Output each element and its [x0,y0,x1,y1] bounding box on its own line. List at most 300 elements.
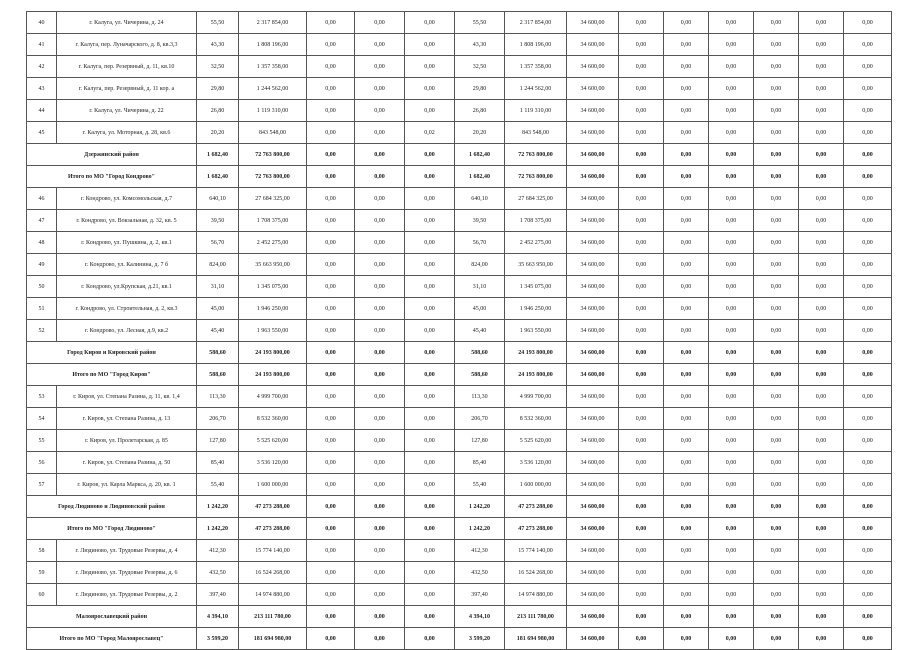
value-cell: 0,00 [405,452,455,474]
value-cell: 0,00 [619,342,664,364]
value-cell: 0,00 [664,452,709,474]
value-cell: 0,00 [844,298,892,320]
value-cell: 0,00 [799,144,844,166]
value-cell: 26,80 [197,100,239,122]
value-cell: 34 600,00 [567,144,619,166]
value-cell: 47 273 288,00 [505,496,567,518]
value-cell: 0,00 [799,254,844,276]
value-cell: 0,00 [355,474,405,496]
value-cell: 0,00 [307,210,355,232]
value-cell: 0,00 [799,430,844,452]
value-cell: 0,00 [619,34,664,56]
value-cell: 1 600 000,00 [505,474,567,496]
value-cell: 0,00 [844,540,892,562]
value-cell: 0,00 [307,474,355,496]
value-cell: 0,00 [405,540,455,562]
value-cell: 412,30 [455,540,505,562]
value-cell: 4 999 700,00 [505,386,567,408]
value-cell: 0,00 [754,584,799,606]
value-cell: 0,00 [664,34,709,56]
value-cell: 0,00 [664,386,709,408]
value-cell: 0,00 [355,562,405,584]
value-cell: 0,00 [664,276,709,298]
value-cell: 0,00 [355,34,405,56]
value-cell: 34 600,00 [567,386,619,408]
value-cell: 0,00 [619,584,664,606]
value-cell: 0,00 [844,122,892,144]
value-cell: 588,60 [197,342,239,364]
value-cell: 0,00 [664,562,709,584]
value-cell: 0,00 [355,386,405,408]
value-cell: 20,20 [455,122,505,144]
value-cell: 0,00 [355,408,405,430]
value-cell: 1 119 310,00 [505,100,567,122]
value-cell: 0,00 [709,628,754,650]
value-cell: 0,00 [405,518,455,540]
summary-row [27,166,892,188]
table-row [27,474,892,496]
value-cell: 0,00 [664,430,709,452]
value-cell: 72 763 800,00 [239,166,307,188]
value-cell: 0,00 [799,276,844,298]
value-cell: 127,80 [197,430,239,452]
value-cell: 34 600,00 [567,166,619,188]
value-cell: 34 600,00 [567,562,619,584]
value-cell: 0,00 [307,518,355,540]
value-cell: 34 600,00 [567,100,619,122]
value-cell: 1 244 562,00 [239,78,307,100]
value-cell: 0,00 [307,562,355,584]
row-number: 58 [27,540,57,562]
value-cell: 24 193 800,00 [239,364,307,386]
value-cell: 0,00 [307,254,355,276]
summary-label: Малоярославецкий район [27,606,197,628]
summary-row [27,518,892,540]
value-cell: 45,00 [197,298,239,320]
row-number: 50 [27,276,57,298]
value-cell: 0,00 [405,628,455,650]
value-cell: 3 536 120,00 [505,452,567,474]
value-cell: 0,00 [664,232,709,254]
value-cell: 0,00 [619,540,664,562]
value-cell: 181 694 980,00 [505,628,567,650]
value-cell: 0,00 [664,144,709,166]
row-number: 46 [27,188,57,210]
value-cell: 1 119 310,00 [239,100,307,122]
value-cell: 2 317 854,00 [239,12,307,34]
value-cell: 0,00 [754,342,799,364]
address-cell: г. Кондрово, ул. Вокзальная, д. 32, кв. 5 [57,210,197,232]
value-cell: 0,00 [664,320,709,342]
value-cell: 213 111 780,00 [505,606,567,628]
value-cell: 20,20 [197,122,239,144]
value-cell: 0,00 [307,56,355,78]
summary-row [27,606,892,628]
address-cell: г. Калуга, ул. Чичерина, д. 22 [57,100,197,122]
address-cell: г. Кондрово, ул. Лесная, д.9, кв.2 [57,320,197,342]
value-cell: 0,00 [307,606,355,628]
value-cell: 0,00 [709,342,754,364]
value-cell: 0,00 [754,210,799,232]
value-cell: 1 242,20 [455,518,505,540]
address-cell: г. Людиново, ул. Трудовые Резервы, д. 2 [57,584,197,606]
address-cell: г. Кондрово, ул. Калинина, д. 7 б [57,254,197,276]
value-cell: 0,00 [799,56,844,78]
value-cell: 0,00 [619,628,664,650]
value-cell: 1 600 000,00 [239,474,307,496]
value-cell: 0,00 [619,232,664,254]
value-cell: 0,00 [754,386,799,408]
value-cell: 0,00 [405,474,455,496]
value-cell: 1 242,20 [197,518,239,540]
row-number: 54 [27,408,57,430]
value-cell: 0,00 [405,320,455,342]
value-cell: 0,00 [754,408,799,430]
value-cell: 34 600,00 [567,78,619,100]
value-cell: 0,00 [307,276,355,298]
value-cell: 0,00 [799,34,844,56]
value-cell: 0,00 [844,12,892,34]
value-cell: 0,00 [709,254,754,276]
table-row [27,122,892,144]
value-cell: 0,00 [619,144,664,166]
address-cell: г. Калуга, пер. Резервный, д. 11, кв.10 [57,56,197,78]
value-cell: 0,00 [709,364,754,386]
address-cell: г. Калуга, ул. Чичерина, д. 24 [57,12,197,34]
value-cell: 0,00 [664,474,709,496]
value-cell: 0,00 [844,276,892,298]
value-cell: 1 682,40 [197,166,239,188]
value-cell: 1 708 375,00 [239,210,307,232]
value-cell: 0,00 [405,166,455,188]
table-row [27,210,892,232]
row-number: 44 [27,100,57,122]
value-cell: 0,00 [799,12,844,34]
address-cell: г. Кондрово, ул. Строительная, д. 2, кв.3 [57,298,197,320]
row-number: 53 [27,386,57,408]
value-cell: 0,00 [355,518,405,540]
value-cell: 1 242,20 [455,496,505,518]
value-cell: 0,00 [355,298,405,320]
value-cell: 0,00 [709,100,754,122]
value-cell: 56,70 [455,232,505,254]
value-cell: 72 763 800,00 [239,144,307,166]
value-cell: 0,00 [844,584,892,606]
value-cell: 0,00 [754,562,799,584]
value-cell: 0,00 [844,386,892,408]
value-cell: 213 111 780,00 [239,606,307,628]
value-cell: 0,00 [709,408,754,430]
value-cell: 0,00 [709,210,754,232]
value-cell: 0,00 [709,606,754,628]
value-cell: 0,00 [405,584,455,606]
table-row [27,232,892,254]
value-cell: 0,00 [355,540,405,562]
summary-row [27,342,892,364]
address-cell: г. Киров, ул. Степана Разина, д. 11, кв. 1,4 [57,386,197,408]
value-cell: 412,30 [197,540,239,562]
value-cell: 0,00 [619,408,664,430]
row-number: 47 [27,210,57,232]
value-cell: 0,00 [619,122,664,144]
value-cell: 0,00 [709,474,754,496]
value-cell: 0,00 [355,122,405,144]
row-number: 42 [27,56,57,78]
value-cell: 181 694 980,00 [239,628,307,650]
value-cell: 0,00 [307,298,355,320]
value-cell: 0,00 [619,210,664,232]
value-cell: 0,00 [709,430,754,452]
value-cell: 0,00 [619,166,664,188]
value-cell: 34 600,00 [567,188,619,210]
value-cell: 34 600,00 [567,320,619,342]
value-cell: 29,80 [455,78,505,100]
value-cell: 0,00 [754,254,799,276]
address-cell: г. Калуга, пер. Луначарского, д. 8, кв.3,3 [57,34,197,56]
value-cell: 1 242,20 [197,496,239,518]
value-cell: 34 600,00 [567,474,619,496]
value-cell: 47 273 288,00 [239,518,307,540]
value-cell: 0,00 [799,188,844,210]
value-cell: 35 663 950,00 [505,254,567,276]
value-cell: 16 524 268,00 [505,562,567,584]
value-cell: 0,00 [844,408,892,430]
value-cell: 0,00 [664,210,709,232]
value-cell: 0,00 [844,606,892,628]
value-cell: 588,60 [197,364,239,386]
value-cell: 0,00 [619,12,664,34]
value-cell: 0,00 [709,276,754,298]
value-cell: 0,00 [844,320,892,342]
value-cell: 2 452 275,00 [239,232,307,254]
value-cell: 0,00 [405,276,455,298]
value-cell: 0,00 [355,100,405,122]
value-cell: 0,00 [619,364,664,386]
value-cell: 14 974 880,00 [239,584,307,606]
value-cell: 0,00 [355,56,405,78]
value-cell: 0,00 [405,210,455,232]
value-cell: 5 525 620,00 [505,430,567,452]
value-cell: 0,00 [619,386,664,408]
value-cell: 1 963 550,00 [239,320,307,342]
value-cell: 34 600,00 [567,34,619,56]
value-cell: 34 600,00 [567,232,619,254]
value-cell: 31,10 [197,276,239,298]
address-cell: г. Людиново, ул. Трудовые Резервы, д. 6 [57,562,197,584]
value-cell: 113,30 [197,386,239,408]
value-cell: 3 599,20 [197,628,239,650]
value-cell: 0,00 [754,364,799,386]
table-row [27,78,892,100]
value-cell: 0,00 [405,232,455,254]
value-cell: 0,00 [664,78,709,100]
value-cell: 45,40 [455,320,505,342]
value-cell: 843 548,00 [239,122,307,144]
table-row [27,408,892,430]
value-cell: 0,00 [664,12,709,34]
value-cell: 0,00 [307,12,355,34]
value-cell: 0,00 [355,232,405,254]
value-cell: 0,00 [664,342,709,364]
value-cell: 1 357 358,00 [505,56,567,78]
value-cell: 0,00 [709,56,754,78]
value-cell: 0,00 [754,518,799,540]
value-cell: 0,00 [307,166,355,188]
value-cell: 0,00 [709,12,754,34]
value-cell: 206,70 [197,408,239,430]
value-cell: 0,00 [355,254,405,276]
value-cell: 0,00 [754,166,799,188]
value-cell: 14 974 880,00 [505,584,567,606]
value-cell: 0,00 [405,606,455,628]
value-cell: 0,00 [355,12,405,34]
value-cell: 843 548,00 [505,122,567,144]
value-cell: 34 600,00 [567,210,619,232]
summary-label: Итого по МО "Город Кондрово" [27,166,197,188]
row-number: 56 [27,452,57,474]
value-cell: 0,00 [709,584,754,606]
value-cell: 0,00 [799,232,844,254]
value-cell: 32,50 [197,56,239,78]
value-cell: 0,00 [799,562,844,584]
row-number: 57 [27,474,57,496]
value-cell: 2 317 854,00 [505,12,567,34]
value-cell: 1 946 250,00 [239,298,307,320]
value-cell: 0,00 [799,518,844,540]
value-cell: 0,00 [844,342,892,364]
value-cell: 55,40 [197,474,239,496]
table-row [27,540,892,562]
value-cell: 0,00 [307,122,355,144]
value-cell: 0,00 [799,100,844,122]
value-cell: 0,00 [307,386,355,408]
value-cell: 0,00 [664,408,709,430]
value-cell: 0,00 [799,78,844,100]
value-cell: 1 682,40 [455,144,505,166]
value-cell: 4 394,10 [197,606,239,628]
value-cell: 0,00 [355,628,405,650]
value-cell: 588,60 [455,342,505,364]
value-cell: 0,00 [405,34,455,56]
value-cell: 0,00 [799,122,844,144]
summary-row [27,364,892,386]
value-cell: 0,00 [754,56,799,78]
value-cell: 0,00 [664,122,709,144]
value-cell: 0,00 [307,408,355,430]
value-cell: 640,10 [197,188,239,210]
value-cell: 0,00 [844,518,892,540]
value-cell: 0,00 [307,540,355,562]
value-cell: 45,40 [197,320,239,342]
value-cell: 0,00 [355,320,405,342]
value-cell: 0,00 [405,298,455,320]
row-number: 59 [27,562,57,584]
value-cell: 0,00 [355,166,405,188]
value-cell: 0,00 [619,276,664,298]
value-cell: 34 600,00 [567,276,619,298]
value-cell: 85,40 [455,452,505,474]
value-cell: 0,00 [307,496,355,518]
value-cell: 0,00 [754,232,799,254]
document-sheet [26,11,891,650]
table-row [27,34,892,56]
value-cell: 34 600,00 [567,628,619,650]
value-cell: 0,00 [619,320,664,342]
table-row [27,452,892,474]
address-cell: г. Киров, ул. Пролетарская, д. 85 [57,430,197,452]
value-cell: 0,00 [799,320,844,342]
value-cell: 72 763 800,00 [505,144,567,166]
value-cell: 0,00 [405,496,455,518]
summary-row [27,628,892,650]
value-cell: 0,00 [709,122,754,144]
value-cell: 432,50 [455,562,505,584]
table-body [27,12,892,650]
value-cell: 8 532 360,00 [505,408,567,430]
value-cell: 16 524 268,00 [239,562,307,584]
value-cell: 0,00 [619,298,664,320]
value-cell: 0,00 [844,628,892,650]
value-cell: 1 963 550,00 [505,320,567,342]
value-cell: 0,00 [405,562,455,584]
value-cell: 0,00 [799,210,844,232]
summary-label: Дзержинский район [27,144,197,166]
value-cell: 39,50 [197,210,239,232]
table-row [27,100,892,122]
value-cell: 1 345 075,00 [239,276,307,298]
value-cell: 34 600,00 [567,364,619,386]
value-cell: 0,02 [405,122,455,144]
value-cell: 0,00 [799,540,844,562]
value-cell: 1 357 358,00 [239,56,307,78]
value-cell: 1 682,40 [197,144,239,166]
value-cell: 0,00 [709,188,754,210]
value-cell: 43,30 [455,34,505,56]
value-cell: 0,00 [754,144,799,166]
value-cell: 1 708 375,00 [505,210,567,232]
value-cell: 0,00 [844,232,892,254]
value-cell: 0,00 [709,540,754,562]
value-cell: 0,00 [405,188,455,210]
row-number: 40 [27,12,57,34]
table-row [27,276,892,298]
value-cell: 1 345 075,00 [505,276,567,298]
value-cell: 34 600,00 [567,452,619,474]
value-cell: 0,00 [754,298,799,320]
value-cell: 0,00 [709,34,754,56]
value-cell: 0,00 [754,320,799,342]
value-cell: 43,30 [197,34,239,56]
value-cell: 34 600,00 [567,606,619,628]
value-cell: 3 536 120,00 [239,452,307,474]
value-cell: 0,00 [664,364,709,386]
value-cell: 0,00 [754,188,799,210]
value-cell: 55,40 [455,474,505,496]
value-cell: 0,00 [307,78,355,100]
value-cell: 0,00 [844,78,892,100]
value-cell: 34 600,00 [567,122,619,144]
value-cell: 0,00 [709,320,754,342]
summary-label: Итого по МО "Город Малоярославец" [27,628,197,650]
table-row [27,320,892,342]
value-cell: 34 600,00 [567,298,619,320]
summary-label: Итого по МО "Город Людиново" [27,518,197,540]
value-cell: 4 394,10 [455,606,505,628]
value-cell: 0,00 [709,386,754,408]
value-cell: 0,00 [799,298,844,320]
value-cell: 0,00 [709,232,754,254]
value-cell: 0,00 [307,232,355,254]
